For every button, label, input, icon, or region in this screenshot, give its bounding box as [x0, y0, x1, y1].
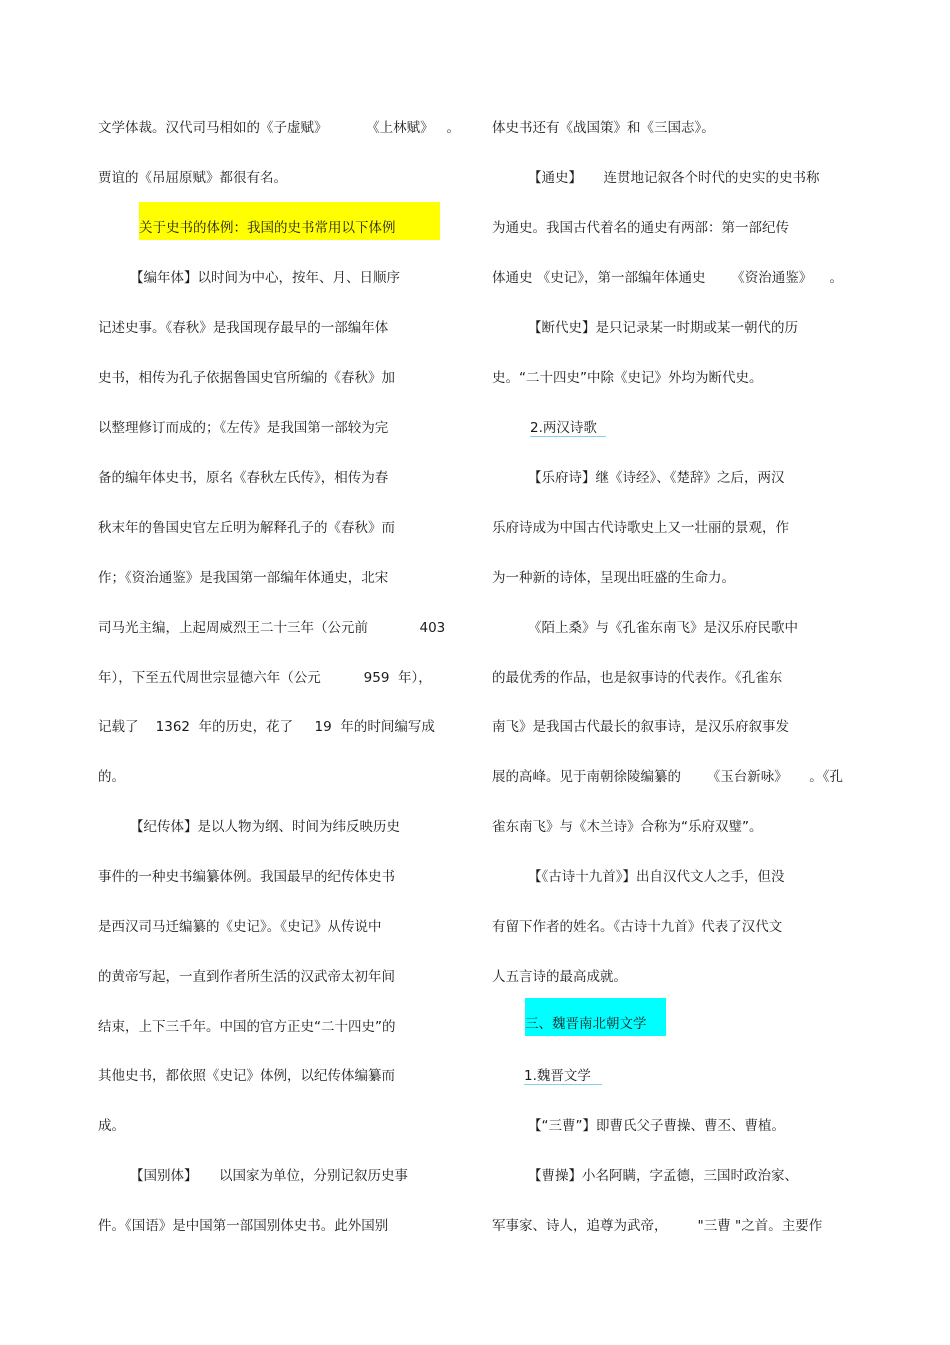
text-line: 【曹操】小名阿瞒，字孟德，三国时政治家、 [528, 1168, 798, 1184]
text-line: 有留下作者的姓名。《古诗十九首》代表了汉代文 [492, 919, 783, 935]
text-line: 雀东南飞》与《木兰诗》合称为“乐府双璧”。 [492, 819, 763, 835]
text-line: 事件的一种史书编纂体例。我国最早的纪传体史书 [98, 869, 395, 885]
text-line: 【《古诗十九首》】出自汉代文人之手，但没 [528, 869, 785, 885]
text-line: 记载了 1362 年的历史，花了 19 年的时间编写成 [98, 719, 435, 735]
text-line: 【国别体】 以国家为单位，分别记叙历史事 [130, 1168, 408, 1184]
text-line: 乐府诗成为中国古代诗歌史上又一壮丽的景观，作 [492, 520, 789, 536]
text-line: 结束，上下三千年。中国的官方正史“二十四史”的 [98, 1019, 396, 1035]
subsection-heading: 2.两汉诗歌 [530, 418, 606, 437]
text-line: 人五言诗的最高成就。 [492, 969, 627, 985]
heading-text: 三、魏晋南北朝文学 [525, 1016, 647, 1032]
subsection-heading: 1.魏晋文学 [524, 1066, 602, 1085]
text-line: 作；《资治通鉴》是我国第一部编年体通史，北宋 [98, 570, 389, 586]
text-line: 司马光主编，上起周威烈王二十三年（公元前 403 [98, 620, 446, 636]
text-line: 【通史】 连贯地记叙各个时代的史实的史书称 [528, 170, 820, 186]
text-line: 的黄帝写起，一直到作者所生活的汉武帝太初年间 [98, 969, 395, 985]
text-line: 史书，相传为孔子依据鲁国史官所编的《春秋》加 [98, 370, 395, 386]
text-line: 记述史事。《春秋》是我国现存最早的一部编年体 [98, 320, 389, 336]
text-line: 《陌上桑》与《孔雀东南飞》是汉乐府民歌中 [528, 620, 798, 636]
text-line: 史。“二十四史”中除《史记》外均为断代史。 [492, 370, 763, 386]
text-line: 是西汉司马迁编纂的《史记》。《史记》从传说中 [98, 919, 382, 935]
section-heading-yellow [139, 202, 440, 240]
text-line: 【乐府诗】继《诗经》、《楚辞》之后，两汉 [528, 470, 785, 486]
text-line: 备的编年体史书，原名《春秋左氏传》，相传为春 [98, 470, 389, 486]
text-line: 【断代史】是只记录某一时期或某一朝代的历 [528, 320, 798, 336]
text-line: 的。 [98, 769, 125, 785]
text-line: 【纪传体】是以人物为纲、时间为纬反映历史 [130, 819, 400, 835]
text-line: 秋末年的鲁国史官左丘明为解释孔子的《春秋》而 [98, 520, 395, 536]
text-line: 南飞》是我国古代最长的叙事诗，是汉乐府叙事发 [492, 719, 789, 735]
text-line: 体通史 《史记》，第一部编年体通史 《资治通鉴》 。 [492, 270, 843, 286]
text-line: 体史书还有《战国策》和《三国志》。 [492, 120, 715, 136]
section-heading-cyan [525, 998, 666, 1036]
text-line: 件。《国语》是中国第一部国别体史书。此外国别 [98, 1218, 389, 1234]
text-line: 以整理修订而成的；《左传》是我国第一部较为完 [98, 420, 389, 436]
text-line: 的最优秀的作品，也是叙事诗的代表作。《孔雀东 [492, 670, 783, 686]
text-line: 为通史。我国古代着名的通史有两部：第一部纪传 [492, 220, 789, 236]
text-line: 【“三曹”】即曹氏父子曹操、曹丕、曹植。 [528, 1118, 785, 1134]
text-line: 军事家、诗人，追尊为武帝， "三曹 "之首。主要作 [492, 1218, 823, 1234]
text-line: 年），下至五代周世宗显德六年（公元 959 年）， [98, 670, 432, 686]
heading-text: 关于史书的体例：我国的史书常用以下体例 [139, 220, 396, 236]
text-line: 为一种新的诗体，呈现出旺盛的生命力。 [492, 570, 735, 586]
text-line: 【编年体】以时间为中心，按年、月、日顺序 [130, 270, 400, 286]
text-line: 贾谊的《吊屈原赋》都很有名。 [98, 170, 287, 186]
text-line: 其他史书，都依照《史记》体例，以纪传体编纂而 [98, 1068, 395, 1084]
text-line: 文学体裁。汉代司马相如的《子虚赋》 《上林赋》 。 [98, 120, 460, 136]
text-line: 成。 [98, 1118, 125, 1134]
text-line: 展的高峰。见于南朝徐陵编纂的 《玉台新咏》 。《孔 [492, 769, 843, 785]
